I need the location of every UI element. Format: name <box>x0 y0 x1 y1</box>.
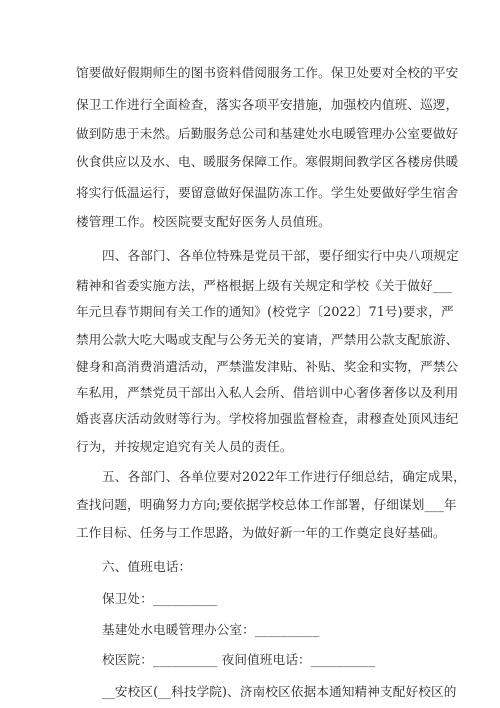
text-line: 查找问题，明确努力方向;要依据学校总体工作部署，仔细谋划___年 <box>76 497 457 512</box>
text-line: 将实行低温运行，要留意做好保温防冻工作。学生处要做好学生宿舍 <box>76 185 459 200</box>
text-line: 健身和高消费消遣活动，严禁滥发津贴、补贴、奖金和实物，严禁公 <box>76 359 459 374</box>
text-line-campus: __安校区(__科技学院)、济南校区依据本通知精神支配好校区的 <box>102 684 457 699</box>
text-line: 车私用，严禁党员干部出入私人会所、借培训中心奢侈奢侈以及利用 <box>76 385 459 400</box>
phone-entry-hospital-night: 校医院：__________ 夜间值班电话：__________ <box>102 652 376 667</box>
text-line: 行为，并按规定追究有关人员的责任。 <box>76 439 293 454</box>
text-line: 保卫工作进行全面检查，落实各项平安措施，加强校内值班、巡逻， <box>76 97 459 112</box>
section-six-heading: 六、值班电话： <box>102 559 192 574</box>
text-line: 工作目标、任务与工作思路，为做好新一年的工作奠定良好基础。 <box>76 525 446 540</box>
text-line: 做到防患于未然。后勤服务总公司和基建处水电暖管理办公室要做好 <box>76 126 459 141</box>
text-line: 五、各部门、各单位要对2022年工作进行仔细总结，确定成果， <box>102 469 466 484</box>
phone-entry-construction-office: 基建处水电暖管理办公室：__________ <box>102 622 320 637</box>
text-line: 精神和省委实施方法，严格根据上级有关规定和学校《关于做好___ <box>76 278 453 293</box>
text-line: 楼管理工作。校医院要支配好医务人员值班。 <box>76 214 331 229</box>
phone-entry-security: 保卫处：__________ <box>102 591 218 606</box>
text-line: 年元旦春节期间有关工作的通知》(校党字〔2022〕71号)要求，严 <box>76 304 454 319</box>
text-line: 禁用公款大吃大喝或支配与公务无关的宴请，严禁用公款支配旅游、 <box>76 332 459 347</box>
text-line: 伙食供应以及水、电、暖服务保障工作。寒假期间教学区各楼房供暖 <box>76 154 459 169</box>
text-line: 四、各部门、各单位特殊是党员干部，要仔细实行中央八项规定 <box>102 248 459 263</box>
text-line: 婚丧喜庆活动敛财等行为。学校将加强监督检查，肃穆查处顶风违纪 <box>76 411 459 426</box>
text-line: 馆要做好假期师生的图书资料借阅服务工作。保卫处要对全校的平安 <box>76 65 459 80</box>
